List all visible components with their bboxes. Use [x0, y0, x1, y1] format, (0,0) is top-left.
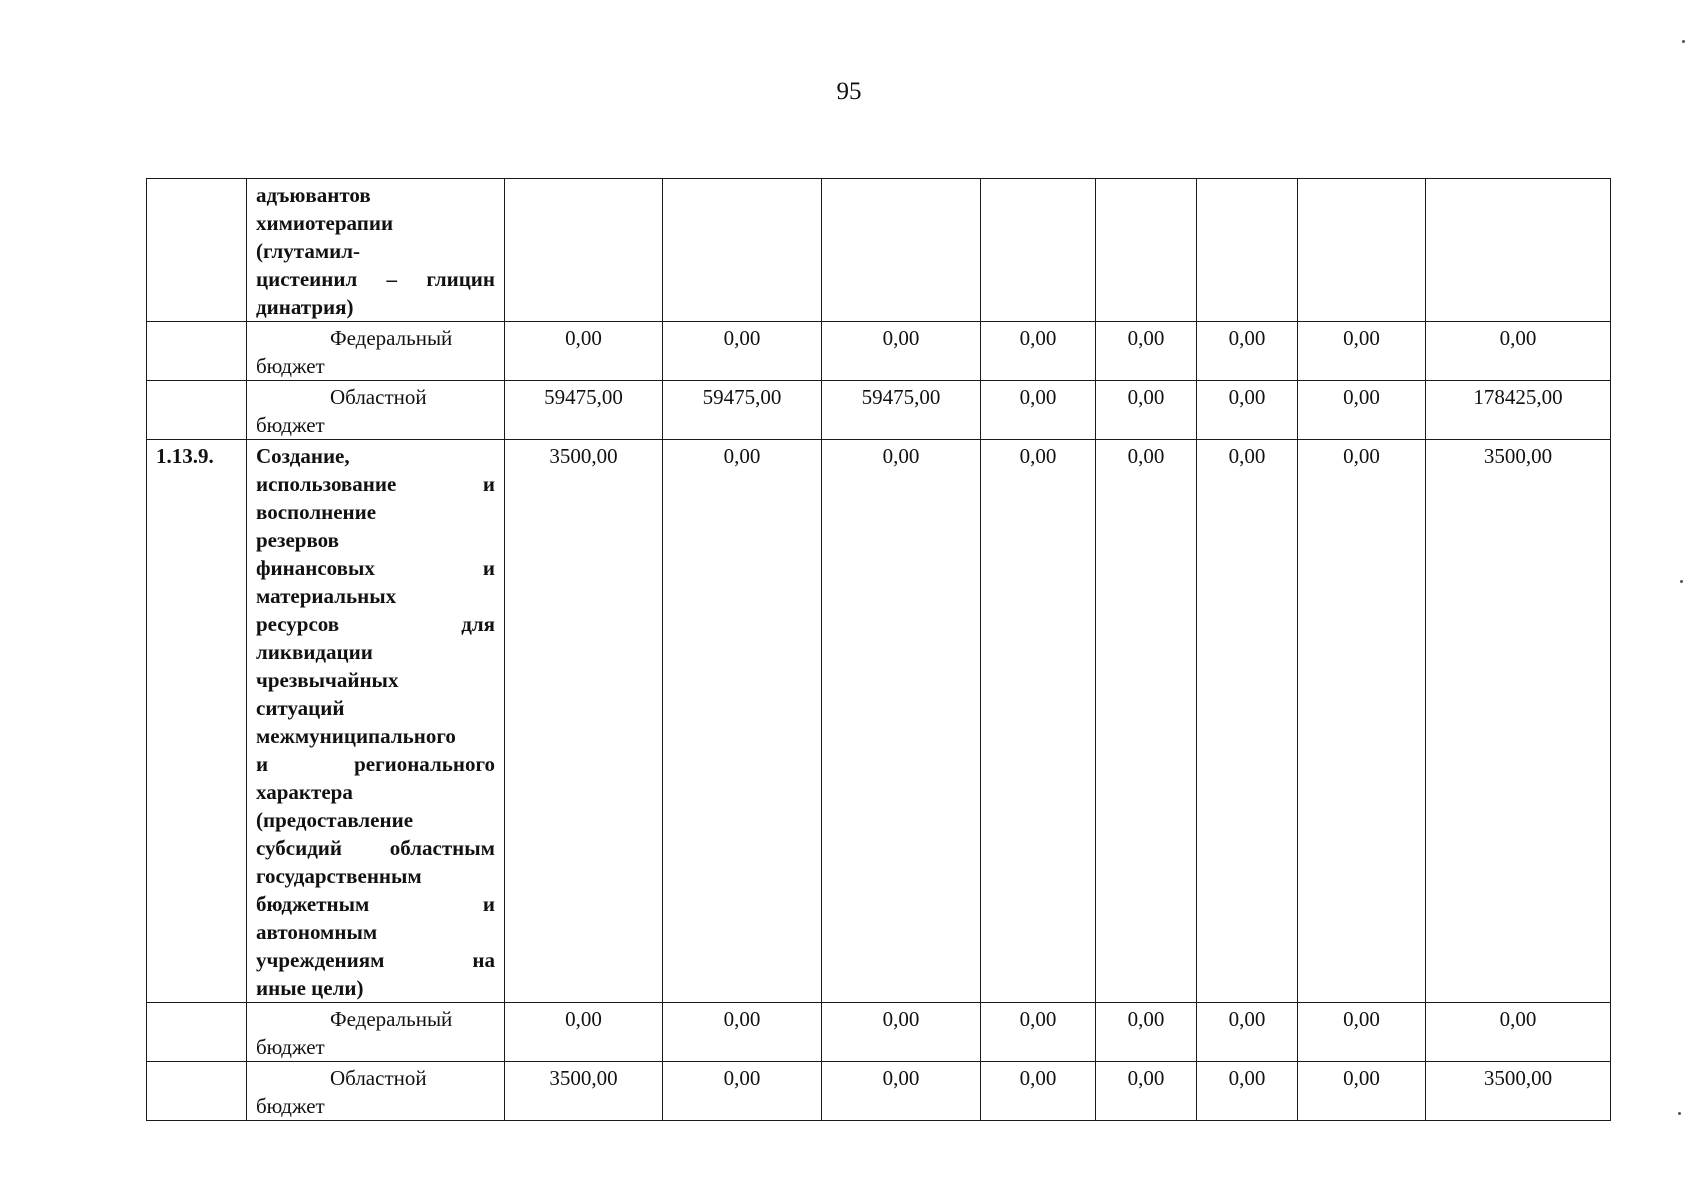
- row-code: [147, 322, 247, 381]
- description-line: использование и: [256, 472, 495, 496]
- description-line: бюджетным и: [256, 892, 495, 916]
- value-cell: [1426, 179, 1611, 322]
- description-line: межмуниципального: [256, 724, 456, 748]
- value-cell: 0,00: [663, 322, 822, 381]
- value-cell: 0,00: [822, 440, 981, 1003]
- funding-source-label: [247, 322, 505, 381]
- value-cell: [1298, 179, 1426, 322]
- description-line: материальных: [256, 584, 397, 608]
- row-code: 1.13.9.: [147, 440, 247, 1003]
- value-cell: 3500,00: [1426, 1062, 1611, 1121]
- scan-speck: [1678, 1112, 1681, 1115]
- scan-speck: [1680, 580, 1683, 583]
- value-cell: 0,00: [1096, 1062, 1197, 1121]
- value-cell: 0,00: [1096, 322, 1197, 381]
- value-cell: 0,00: [981, 322, 1096, 381]
- value-cell: 0,00: [663, 1062, 822, 1121]
- description-line: автономным: [256, 920, 378, 944]
- row-code: [147, 381, 247, 440]
- value-cell: 0,00: [1197, 322, 1298, 381]
- value-cell: 178425,00: [1426, 381, 1611, 440]
- row-code: [147, 179, 247, 322]
- value-cell: 59475,00: [663, 381, 822, 440]
- budget-table: [146, 178, 1611, 1121]
- value-cell: [505, 179, 663, 322]
- value-cell: 0,00: [1426, 1003, 1611, 1062]
- value-cell: 0,00: [1197, 381, 1298, 440]
- value-cell: 0,00: [822, 1003, 981, 1062]
- value-cell: 3500,00: [505, 440, 663, 1003]
- table-row: [147, 440, 1611, 1003]
- description-line: Областной бюджет: [256, 385, 427, 437]
- row-code: [147, 1003, 247, 1062]
- value-cell: 0,00: [822, 1062, 981, 1121]
- value-cell: 0,00: [1298, 1062, 1426, 1121]
- table-row: [147, 1003, 1611, 1062]
- table-row: [147, 1062, 1611, 1121]
- page-number: 95: [836, 78, 862, 105]
- description-line: динатрия): [256, 295, 354, 319]
- description-line: финансовых и: [256, 556, 495, 580]
- item-description: [247, 440, 505, 1003]
- value-cell: 0,00: [663, 440, 822, 1003]
- value-cell: 0,00: [663, 1003, 822, 1062]
- value-cell: [663, 179, 822, 322]
- value-cell: 0,00: [505, 1003, 663, 1062]
- description-line: резервов: [256, 528, 339, 552]
- item-description: [247, 179, 505, 322]
- table-row: [147, 322, 1611, 381]
- description-line: учреждениям на: [256, 948, 495, 972]
- value-cell: 59475,00: [505, 381, 663, 440]
- value-cell: 0,00: [981, 440, 1096, 1003]
- description-line: государственным: [256, 864, 422, 888]
- value-cell: [1096, 179, 1197, 322]
- value-cell: 0,00: [981, 1003, 1096, 1062]
- description-line: иные цели): [256, 976, 364, 1000]
- value-cell: 0,00: [1298, 440, 1426, 1003]
- row-code: [147, 1062, 247, 1121]
- value-cell: [1197, 179, 1298, 322]
- table-row: [147, 381, 1611, 440]
- value-cell: 0,00: [981, 381, 1096, 440]
- value-cell: 0,00: [1096, 381, 1197, 440]
- value-cell: 0,00: [505, 322, 663, 381]
- value-cell: 3500,00: [505, 1062, 663, 1121]
- description-line: и регионального: [256, 752, 495, 776]
- value-cell: 0,00: [981, 1062, 1096, 1121]
- value-cell: 0,00: [1096, 1003, 1197, 1062]
- description-line: ликвидации: [256, 640, 373, 664]
- value-cell: 0,00: [1096, 440, 1197, 1003]
- description-line: характера: [256, 780, 353, 804]
- scan-speck: [1682, 40, 1685, 43]
- funding-source-label: [247, 381, 505, 440]
- value-cell: 0,00: [1197, 440, 1298, 1003]
- description-line: химиотерапии: [256, 211, 394, 235]
- value-cell: 59475,00: [822, 381, 981, 440]
- value-cell: 0,00: [1197, 1003, 1298, 1062]
- value-cell: [981, 179, 1096, 322]
- value-cell: 0,00: [1426, 322, 1611, 381]
- description-line: цистеинил – глицин: [256, 267, 495, 291]
- description-line: чрезвычайных: [256, 668, 399, 692]
- value-cell: 0,00: [822, 322, 981, 381]
- description-line: Федеральный бюджет: [256, 1007, 453, 1059]
- description-line: ситуаций: [256, 696, 345, 720]
- value-cell: 3500,00: [1426, 440, 1611, 1003]
- value-cell: [822, 179, 981, 322]
- table-body: [147, 179, 1611, 1121]
- description-line: (глутамил-: [256, 239, 360, 263]
- funding-source-label: [247, 1062, 505, 1121]
- description-line: субсидий областным: [256, 836, 495, 860]
- value-cell: 0,00: [1298, 381, 1426, 440]
- value-cell: 0,00: [1298, 322, 1426, 381]
- description-line: адъювантов: [256, 183, 371, 207]
- description-line: Областной бюджет: [256, 1066, 427, 1118]
- description-line: Федеральный бюджет: [256, 326, 453, 378]
- value-cell: 0,00: [1197, 1062, 1298, 1121]
- description-line: ресурсов для: [256, 612, 495, 636]
- funding-source-label: [247, 1003, 505, 1062]
- description-line: восполнение: [256, 500, 377, 524]
- description-line: (предоставление: [256, 808, 414, 832]
- table-row: [147, 179, 1611, 322]
- value-cell: 0,00: [1298, 1003, 1426, 1062]
- description-line: Создание,: [256, 444, 350, 468]
